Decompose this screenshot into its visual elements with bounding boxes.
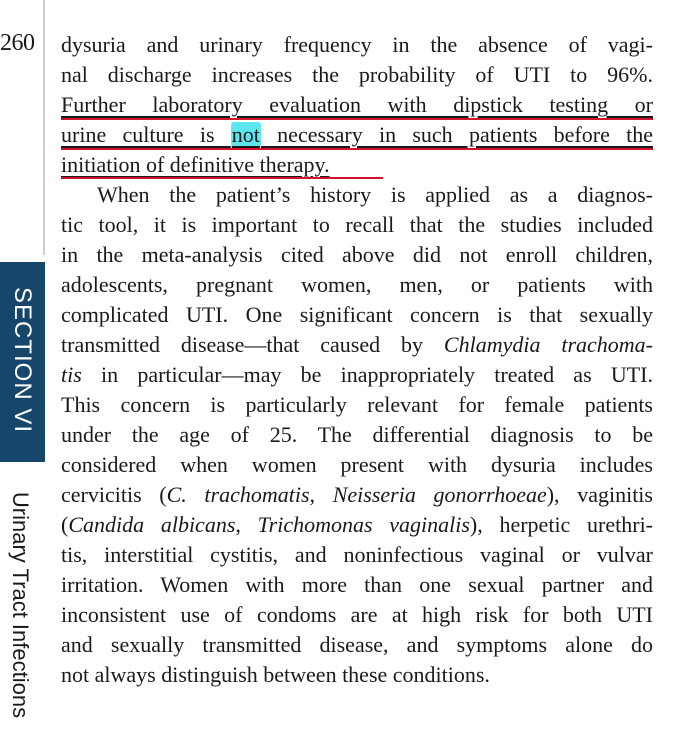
text-segment: necessary in such patients before the [260, 122, 653, 147]
text-segment: tic tool, it is important to recall that the studies included [61, 212, 653, 237]
text-line [61, 180, 653, 210]
text-segment: Further laboratory evaluation with dipstick testing or [61, 92, 653, 117]
text-segment: ), vaginitis [546, 482, 653, 507]
text-segment: This concern is particularly relevant for female patients [61, 392, 653, 417]
annotation-line [61, 118, 653, 120]
text-segment: inconsistent use of condoms are at high risk for both UTI [61, 602, 653, 627]
text-segment: dysuria and urinary frequency in the absence of vagi- [61, 32, 653, 57]
text-segment: complicated UTI. One significant concern is that sexually [61, 302, 653, 327]
text-segment: C. trachomatis [166, 482, 310, 507]
annotation-line [61, 177, 383, 179]
margin-rule [43, 0, 45, 255]
text-line [61, 420, 653, 450]
text-line [61, 480, 653, 510]
text-segment: in the meta-analysis cited above did not enroll children, [61, 242, 653, 267]
section-label: SECTION VI [9, 286, 36, 434]
text-line [61, 510, 653, 540]
text-segment: Candida albicans [68, 512, 236, 537]
text-segment: considered when women present with dysuria includes [61, 452, 653, 477]
highlighted-word: not [231, 122, 260, 147]
text-segment: ( [61, 512, 69, 537]
chapter-label: Urinary Tract Infections [8, 491, 33, 719]
text-segment: Trichomonas vaginalis [257, 512, 470, 537]
text-line [61, 120, 653, 150]
text-line [61, 150, 653, 180]
text-segment: in particular—may be inappropriately treated as UTI. [81, 362, 653, 387]
body-text [61, 30, 653, 690]
text-segment: Chlamydia trachoma- [443, 332, 653, 357]
text-segment: Neisseria gonorrhoeae [332, 482, 547, 507]
text-segment: initiation of definitive therapy. [61, 152, 330, 177]
text-segment: urine culture is [61, 122, 231, 147]
text-line [61, 600, 653, 630]
text-segment: tis, interstitial cystitis, and noninfectious vaginal or vulvar [61, 542, 653, 567]
text-line [61, 630, 653, 660]
text-segment: tis [61, 362, 82, 387]
text-segment: and sexually transmitted disease, and symptoms alone do [61, 632, 653, 657]
text-segment: not always distinguish between these conditions. [61, 662, 490, 687]
text-line [61, 30, 653, 60]
text-segment: cervicitis ( [61, 482, 167, 507]
text-line [61, 570, 653, 600]
text-segment: , [309, 482, 333, 507]
text-segment: under the age of 25. The differential diagnosis to be [61, 422, 653, 447]
text-line [61, 450, 653, 480]
text-line [61, 270, 653, 300]
text-line [61, 210, 653, 240]
text-line [61, 330, 653, 360]
text-line [61, 300, 653, 330]
text-segment: irritation. Women with more than one sexual partner and [61, 572, 653, 597]
text-segment: adolescents, pregnant women, men, or patients with [61, 272, 653, 297]
text-line [61, 540, 653, 570]
text-line [61, 60, 653, 90]
text-segment: nal discharge increases the probability of UTI to 96%. [61, 62, 653, 87]
text-line [61, 390, 653, 420]
page-number: 260 [0, 30, 35, 56]
annotation-line [61, 148, 653, 150]
text-segment: , [235, 512, 258, 537]
text-segment: transmitted disease—that caused by [61, 332, 444, 357]
text-line [61, 240, 653, 270]
text-line [61, 90, 653, 120]
text-segment: ), herpetic urethri- [469, 512, 654, 537]
text-segment: When the patient’s history is applied as a diagnos- [97, 182, 653, 207]
text-line [61, 660, 653, 690]
text-line [61, 360, 653, 390]
